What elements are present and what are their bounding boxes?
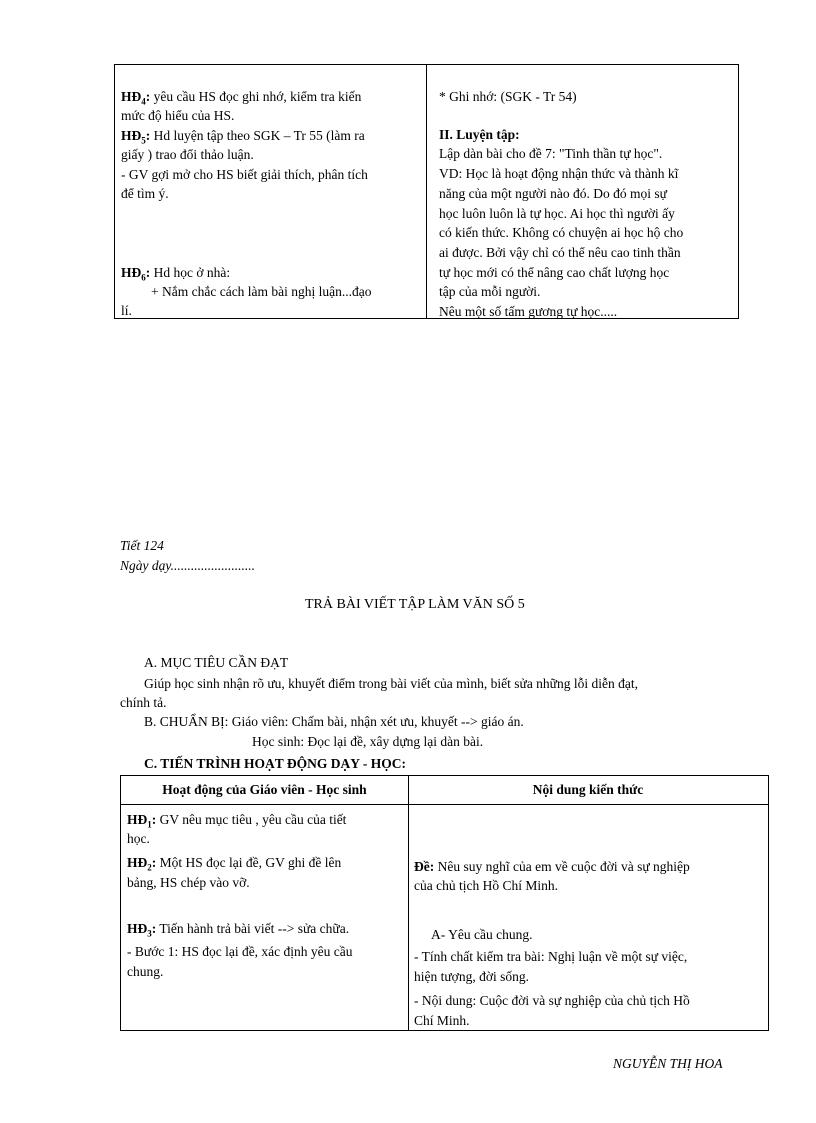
activity-line: bảng, HS chép vào vỡ. bbox=[127, 875, 250, 890]
footer-author: NGUYỄN THỊ HOA bbox=[613, 1056, 723, 1071]
content-line: A- Yêu cầu chung. bbox=[431, 927, 533, 942]
page-title: TRẢ BÀI VIẾT TẬP LÀM VĂN SỐ 5 bbox=[305, 597, 525, 612]
content-line: học luôn luôn là tự học. Ai học thì người ấy bbox=[439, 206, 675, 221]
column-divider bbox=[426, 65, 427, 318]
section-a-text: Giúp học sinh nhận rõ ưu, khuyết điểm trong bài viết của mình, biết sửa những lỗi diễn đạt, bbox=[144, 676, 638, 691]
section-a-title: A. MỤC TIÊU CẦN ĐẠT bbox=[144, 655, 289, 670]
period-label: Tiết 124 bbox=[120, 538, 164, 553]
content-line: Đề: Nêu suy nghĩ của em về cuộc đời và sự nghiệp bbox=[414, 859, 690, 874]
activity-line: - Bước 1: HS đọc lại đề, xác định yêu cầu bbox=[127, 944, 353, 959]
activity-line: lí. bbox=[121, 303, 132, 318]
content-line: tập của mỗi người. bbox=[439, 284, 541, 299]
content-line: ai được. Bởi vậy chỉ có thể nêu cao tinh thần bbox=[439, 245, 681, 260]
content-line: Lập dàn bài cho đề 7: "Tinh thần tự học". bbox=[439, 146, 663, 161]
content-line: tự học mới có thể nâng cao chất lượng học bbox=[439, 265, 670, 280]
content-line: Nêu một số tấm gương tự học..... bbox=[439, 304, 618, 319]
activity-line: mức độ hiểu của HS. bbox=[121, 108, 235, 123]
content-line: - Tính chất kiểm tra bài: Nghị luận về một sự việc, bbox=[414, 949, 688, 964]
activity-line: $HĐ_5$: Hd luyện tập theo SGK – Tr 55 (làm ra bbox=[121, 128, 365, 146]
activity-line: - GV gợi mở cho HS biết giải thích, phân tích bbox=[121, 167, 368, 182]
content-line: - Nội dung: Cuộc đời và sự nghiệp của chủ tịch Hồ bbox=[414, 993, 690, 1008]
activity-line: $HĐ_1$: GV nêu mục tiêu , yêu cầu của tiết bbox=[127, 812, 347, 830]
content-line: VD: Học là hoạt động nhận thức và thành kĩ bbox=[439, 166, 679, 181]
activity-line: $HĐ_4$: yêu cầu HS đọc ghi nhớ, kiểm tra kiến bbox=[121, 89, 362, 107]
activity-line: chung. bbox=[127, 964, 164, 979]
section-c-title: C. TIẾN TRÌNH HOẠT ĐỘNG DẠY - HỌC: bbox=[144, 756, 407, 771]
header-divider bbox=[121, 804, 768, 805]
content-line: Chí Minh. bbox=[414, 1013, 470, 1028]
section-a-text: chính tả. bbox=[120, 695, 167, 710]
date-label: Ngày dạy......................... bbox=[120, 558, 255, 573]
header-left: Hoạt động của Giáo viên - Học sinh bbox=[162, 782, 367, 797]
section-b: B. CHUẨN BỊ: Giáo viên: Chấm bài, nhận xét ưu, khuyết --> giáo án. bbox=[144, 714, 524, 729]
table-continued bbox=[114, 64, 739, 319]
section-b-student: Học sinh: Đọc lại đề, xây dựng lại dàn bài. bbox=[252, 734, 484, 749]
activity-line: để tìm ý. bbox=[121, 186, 169, 201]
activity-line: học. bbox=[127, 831, 150, 846]
header-right: Nội dung kiến thức bbox=[532, 782, 644, 797]
content-line: của chủ tịch Hồ Chí Minh. bbox=[414, 878, 558, 893]
column-divider bbox=[408, 776, 409, 1030]
activity-line: giấy ) trao đổi thảo luận. bbox=[121, 147, 254, 162]
activity-line: + Nắm chắc cách làm bài nghị luận...đạo bbox=[151, 284, 372, 299]
activity-line: $HĐ_6$: Hd học ở nhà: bbox=[121, 265, 231, 283]
content-line: năng của một người nào đó. Do đó mọi sự bbox=[439, 186, 667, 201]
content-line: * Ghi nhớ: (SGK - Tr 54) bbox=[439, 89, 577, 104]
content-line: có kiến thức. Không có chuyện ai học hộ cho bbox=[439, 225, 684, 240]
activity-table bbox=[120, 775, 769, 1031]
activity-line: $HĐ_2$: Một HS đọc lại đề, GV ghi đề lên bbox=[127, 855, 342, 873]
content-heading: II. Luyện tập: bbox=[439, 127, 520, 142]
activity-line: $HĐ_3$: Tiến hành trả bài viết --> sửa chữa. bbox=[127, 921, 350, 939]
content-line: hiện tượng, đời sống. bbox=[414, 969, 529, 984]
